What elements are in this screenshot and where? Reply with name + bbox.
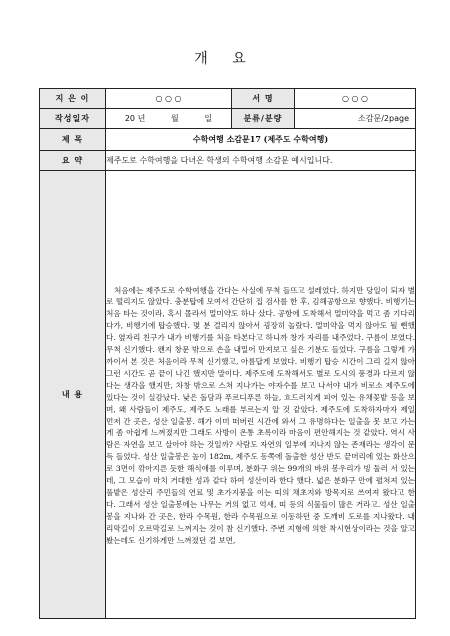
author-row xyxy=(40,89,416,109)
title-label: 제 목 xyxy=(40,129,106,151)
summary-text: 제주도로 수학여행을 다녀온 학생의 수학여행 소감문 예시입니다. xyxy=(106,151,416,171)
date-day: 일 xyxy=(204,114,213,123)
document-title: 수학여행 소감문17 (제주도 수학여행) xyxy=(106,129,416,151)
page-title: 개 요 xyxy=(194,51,256,67)
date-label: 작성일자 xyxy=(40,109,106,129)
summary-row xyxy=(40,151,416,171)
content-label: 내 용 xyxy=(40,171,106,619)
content-text: 처음에는 제주도로 수학여행을 간다는 사실에 무척 들뜨고 설레었다. 하지만 당일이 되자 별로 떨리지도 않았다. 충분탑에 모여서 간단히 집 검사를 한 후, 김해공항으로 향했다. 비행기는 처음 타는 것이라, 혹시 몰라서 멀미약도 하나 샀다. 공항에 도착해서 멀미약을 먹고 좀 기다리다가, 비행기에 탑승했다. 몇 분 걸리지 않아서 굉장히 놀랐다. 멀미약을 먹지 않아도 될 뻔했다. 옆자리 친구가 내가 비행기를 처음 타본다고 하니까 창가 자리를 내주었다. 구름이 보였다. 무척 신기했다. 왠지 창문 밖으로 손을 내밀어 만져보고 싶은 기분도 들었다. 구름을 그렇게 가까이서 본 것은 처음이라 무척 신기했고, 아름답게 보였다. 비행기 탑승 시간이 그리 길지 않아 그런 시간도 곧 끝이 나긴 했지만 말이다. 제주도에 도착해서도 별로 도시의 풍경과 다르지 않다는 생각을 했지만, 차창 밖으로 스쳐 지나가는 야자수를 보고 나서야 내가 비로소 제주도에 있다는 것이 실감났다. 낮은 돌담과 푸르디푸른 하늘, 흐드러지게 피어 있는 유채꽃밭 등을 보며, 왜 사람들이 제주도, 제주도 노래를 부르는지 알 것 같았다. 제주도에 도착하자마자 제일 먼저 간 곳은, 성산 일출봉. 해가 이미 떠버린 시간에 와서 그 유명하다는 일출을 못 보고 가는 게 좀 아쉽게 느껴졌지만 그래도 사방이 온통 초록이라 마음이 편안해지는 것 같았다. 역시 사람은 자연을 보고 살아야 하는 것일까? 사람도 자연의 일부에 지나지 않는 존재라는 생각이 문득 들었다. 성산 일출봉은 높이 182m, 제주도 동쪽에 돌출한 성산 반도 끝머리에 있는 화산으로 3면이 깎아지른 듯한 해식애를 이루며, 분화구 위는 99개의 바위 봉우리가 빙 둘러 서 있는데, 그 모습이 마치 거대한 성과 같다 하여 성산이라 한다 했다. 넓은 분화구 안에 펼쳐져 있는 풀밭은 성산리 주민들의 연료 및 초가지붕을 이는 띠의 채초지와 방목지로 쓰여져 왔다고 한다. 그래서 성산 일출봉에는 나무는 거의 없고 억새, 띠 등의 식물들이 많은 거라고. 성산 일출봉을 지나와 간 곳은, 한라 수목원, 한라 수목원으로 이동하던 중 도깨비 도로를 지나왔다. 내리막길이 오르막길로 느껴지는 것이 참 신기했다. 주변 지형에 의한 착시현상이라는 것을 알고 봤는데도 신기하게만 느껴졌던 걸 보면, xyxy=(106,285,415,545)
date-month: 월 xyxy=(170,114,179,123)
date-year: 20 년 xyxy=(124,114,146,123)
category-value: 소감문/2page xyxy=(295,109,416,129)
date-value xyxy=(106,109,232,129)
author-value: ○ ○ ○ xyxy=(106,89,232,109)
content-cell xyxy=(106,171,416,619)
title-row xyxy=(40,129,416,151)
overview-form-table xyxy=(39,88,416,619)
signature-value: ○ ○ ○ xyxy=(295,89,416,109)
category-label: 분류/분량 xyxy=(232,109,295,129)
date-row xyxy=(40,109,416,129)
author-label: 지 은 이 xyxy=(40,89,106,109)
content-row xyxy=(40,171,416,619)
signature-label: 서 명 xyxy=(232,89,295,109)
summary-label: 요 약 xyxy=(40,151,106,171)
